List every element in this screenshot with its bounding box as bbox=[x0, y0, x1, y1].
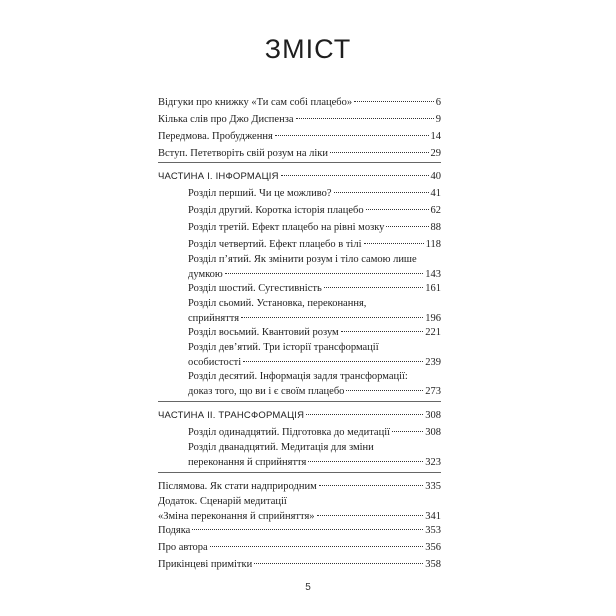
toc-entry-title-line: Розділ десятий. Інформація задля трансформації: bbox=[188, 371, 408, 382]
dot-leader bbox=[225, 273, 423, 274]
toc-entry-title: Післямова. Як стати надприродним bbox=[158, 481, 317, 492]
section-divider bbox=[158, 472, 441, 473]
toc-entry[interactable] bbox=[188, 441, 441, 470]
toc-entry-title: Розділ перший. Чи це можливо? bbox=[188, 188, 332, 199]
toc-entry-page: 323 bbox=[425, 456, 441, 468]
dot-leader bbox=[275, 135, 429, 136]
toc-entry-page: 196 bbox=[425, 312, 441, 324]
toc-entry-title-line: Розділ сьомий. Установка, переконання, bbox=[188, 298, 367, 309]
dot-leader bbox=[192, 529, 423, 530]
toc-entry[interactable] bbox=[188, 426, 441, 441]
toc-entry[interactable] bbox=[188, 370, 441, 399]
toc-entry[interactable] bbox=[158, 558, 441, 573]
toc-entry[interactable] bbox=[158, 524, 441, 539]
dot-leader bbox=[366, 209, 429, 210]
toc-entry[interactable] bbox=[158, 113, 441, 128]
toc-entry-page: 221 bbox=[425, 327, 441, 338]
toc-entry-page: 308 bbox=[425, 410, 441, 421]
toc-entry-title: ЧАСТИНА І. ІНФОРМАЦІЯ bbox=[158, 171, 279, 182]
toc-entry-title: Розділ четвертий. Ефект плацебо в тілі bbox=[188, 239, 362, 250]
toc-entry-page: 341 bbox=[425, 510, 441, 522]
toc-entry-title: Передмова. Пробудження bbox=[158, 131, 273, 142]
toc-entry[interactable] bbox=[158, 130, 441, 145]
toc-entry[interactable] bbox=[188, 253, 441, 282]
toc-entry-title: доказ того, що ви і є своїм плацебо bbox=[188, 385, 345, 397]
dot-leader bbox=[306, 414, 423, 415]
dot-leader bbox=[354, 101, 434, 102]
toc-entry-title: Розділ другий. Коротка історія плацебо bbox=[188, 205, 364, 216]
dot-leader bbox=[330, 152, 429, 153]
page-title: ЗМІСТ bbox=[264, 34, 352, 64]
toc-entry[interactable] bbox=[158, 147, 441, 162]
toc-entry-page: 6 bbox=[435, 97, 441, 108]
toc-entry-page: 308 bbox=[425, 427, 441, 438]
toc-entry-title: Подяка bbox=[158, 525, 191, 536]
toc-entry[interactable] bbox=[158, 96, 441, 111]
toc-entry-page: 118 bbox=[425, 239, 441, 250]
toc-entry[interactable] bbox=[188, 326, 441, 341]
dot-leader bbox=[341, 331, 424, 332]
toc-entry[interactable] bbox=[188, 221, 441, 236]
toc-part-heading[interactable] bbox=[158, 170, 441, 185]
toc-entry-page: 239 bbox=[425, 356, 441, 368]
toc-entry[interactable] bbox=[188, 341, 441, 370]
toc-entry-title-line: Розділ п’ятий. Як змінити розум і тіло самою лише bbox=[188, 254, 417, 265]
dot-leader bbox=[317, 515, 424, 516]
toc-entry-title: думкою bbox=[188, 268, 223, 280]
toc-entry-page: 9 bbox=[435, 114, 441, 125]
section-divider bbox=[158, 401, 441, 402]
dot-leader bbox=[243, 361, 423, 362]
toc-entry[interactable] bbox=[158, 495, 441, 524]
toc-entry-title: Прикінцеві примітки bbox=[158, 559, 253, 570]
toc-entry-title: сприйняття bbox=[188, 312, 240, 324]
toc-entry-page: 62 bbox=[430, 205, 441, 216]
toc-entry-title: «Зміна переконання й сприйняття» bbox=[158, 510, 315, 522]
toc-entry-title: переконання й сприйняття bbox=[188, 456, 307, 468]
toc-entry-title: Розділ третій. Ефект плацебо на рівні мозку bbox=[188, 222, 385, 233]
toc-entry-page: 29 bbox=[430, 148, 441, 159]
toc-entry-title: Вступ. Пететворіть свій розум на ліки bbox=[158, 148, 328, 159]
toc-entry[interactable] bbox=[158, 480, 441, 495]
toc-entry-page: 273 bbox=[425, 385, 441, 397]
dot-leader bbox=[319, 485, 424, 486]
toc-entry-title-line: Розділ дев’ятий. Три історії трансформації bbox=[188, 342, 379, 353]
dot-leader bbox=[241, 317, 423, 318]
toc-part-heading[interactable] bbox=[158, 409, 441, 424]
toc-entry[interactable] bbox=[188, 297, 441, 326]
toc-entry[interactable] bbox=[188, 187, 441, 202]
toc-entry-title: Розділ восьмий. Квантовий розум bbox=[188, 327, 339, 338]
dot-leader bbox=[324, 287, 424, 288]
toc-entry-title: Про автора bbox=[158, 542, 208, 553]
toc-entry-page: 14 bbox=[430, 131, 441, 142]
toc-entry[interactable] bbox=[188, 282, 441, 297]
toc-entry-page: 41 bbox=[430, 188, 441, 199]
dot-leader bbox=[254, 563, 423, 564]
dot-leader bbox=[210, 546, 424, 547]
dot-leader bbox=[364, 243, 424, 244]
toc-entry-title: Розділ одинадцятий. Підготовка до медитації bbox=[188, 427, 391, 438]
dot-leader bbox=[346, 390, 423, 391]
toc-entry-title: ЧАСТИНА ІІ. ТРАНСФОРМАЦІЯ bbox=[158, 410, 305, 421]
toc-entry-page: 358 bbox=[425, 559, 441, 570]
toc-entry[interactable] bbox=[188, 238, 441, 253]
toc-entry-title: Відгуки про книжку «Ти сам собі плацебо» bbox=[158, 97, 353, 108]
toc-entry-page: 356 bbox=[425, 542, 441, 553]
toc-entry-page: 88 bbox=[430, 222, 441, 233]
dot-leader bbox=[281, 175, 429, 176]
toc-entry-page: 161 bbox=[425, 283, 441, 294]
toc-entry-title: Розділ шостий. Сугестивність bbox=[188, 283, 322, 294]
toc-entry-title-line: Розділ дванадцятий. Медитація для зміни bbox=[188, 442, 374, 453]
dot-leader bbox=[386, 226, 428, 227]
toc-entry-title: особистості bbox=[188, 356, 242, 368]
toc-entry-page: 143 bbox=[425, 268, 441, 280]
dot-leader bbox=[308, 461, 423, 462]
toc-entry-page: 335 bbox=[425, 481, 441, 492]
toc-entry[interactable] bbox=[158, 541, 441, 556]
toc-entry-page: 353 bbox=[425, 525, 441, 536]
toc-entry[interactable] bbox=[188, 204, 441, 219]
dot-leader bbox=[334, 192, 429, 193]
dot-leader bbox=[296, 118, 434, 119]
toc-entry-page: 40 bbox=[430, 171, 441, 182]
dot-leader bbox=[392, 431, 423, 432]
section-divider bbox=[158, 162, 441, 163]
toc-entry-title-line: Додаток. Сценарій медитації bbox=[158, 496, 287, 507]
page-number: 5 bbox=[305, 582, 311, 593]
toc-entry-title: Кілька слів про Джо Диспенза bbox=[158, 114, 294, 125]
